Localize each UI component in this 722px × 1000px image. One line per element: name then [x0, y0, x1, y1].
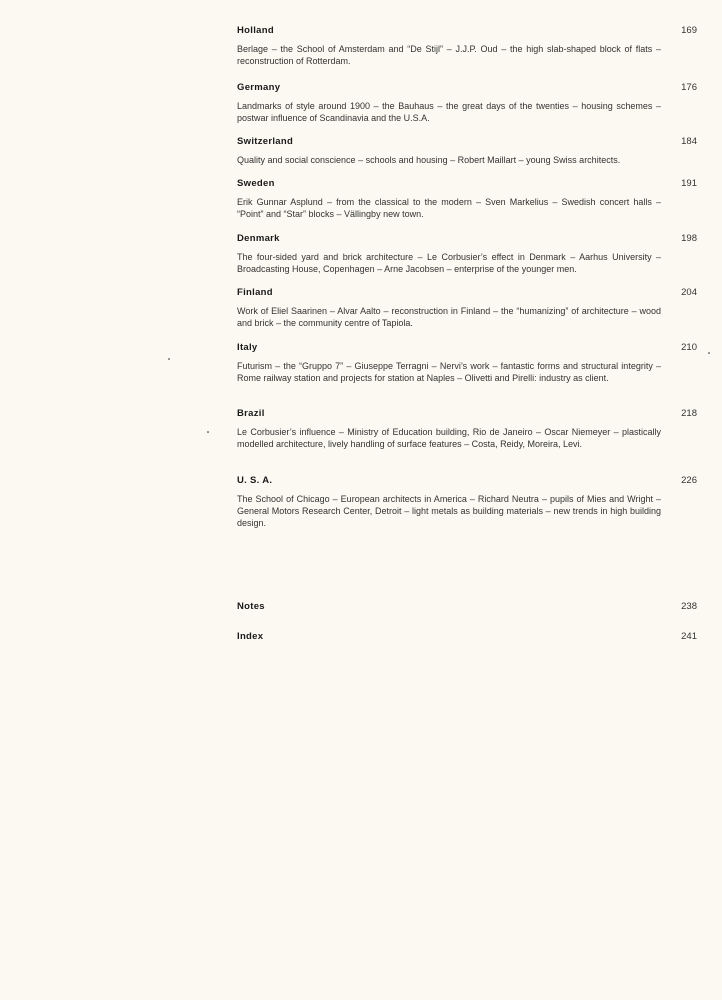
- toc-entry-index: [237, 631, 697, 643]
- toc-entry-italy: [237, 342, 697, 384]
- toc-entry-germany: [237, 82, 697, 124]
- entry-description: The four-sided yard and brick architecture – Le Corbusier’s effect in Denmark – Aarhus University – Broadcasting House, Copenhagen – Arne Jacobsen – enterprise of the younger men.: [237, 252, 661, 275]
- entry-page-number: 226: [681, 475, 697, 486]
- entry-page-number: 169: [681, 25, 697, 36]
- entry-page-number: 184: [681, 136, 697, 147]
- toc-entry-finland: [237, 287, 697, 329]
- toc-entry-switzerland: [237, 136, 697, 166]
- entry-title: Index: [237, 631, 264, 642]
- entry-title: Switzerland: [237, 136, 294, 147]
- entry-page-number: 176: [681, 82, 697, 93]
- entry-description: Erik Gunnar Asplund – from the classical to the modern – Sven Markelius – Swedish concert halls – “Point” and “Star” blocks – Vällingby new town.: [237, 197, 661, 220]
- entry-page-number: 191: [681, 178, 697, 189]
- entry-title: Brazil: [237, 408, 265, 419]
- paper-speck: [708, 352, 710, 354]
- entry-page-number: 198: [681, 233, 697, 244]
- toc-entry-brazil: [237, 408, 697, 450]
- entry-title: Sweden: [237, 178, 275, 189]
- entry-title: Notes: [237, 601, 265, 612]
- entry-title: Denmark: [237, 233, 280, 244]
- entry-title: Finland: [237, 287, 273, 298]
- entry-page-number: 218: [681, 408, 697, 419]
- entry-page-number: 238: [681, 601, 697, 612]
- toc-entry-sweden: [237, 178, 697, 220]
- entry-description: Landmarks of style around 1900 – the Bauhaus – the great days of the twenties – housing schemes – postwar influence of Scandinavia and the U.S.A.: [237, 101, 661, 124]
- entry-title: Germany: [237, 82, 281, 93]
- toc-entry-denmark: [237, 233, 697, 275]
- entry-page-number: 204: [681, 287, 697, 298]
- entry-description: Quality and social conscience – schools and housing – Robert Maillart – young Swiss architects.: [237, 155, 621, 165]
- entry-title: Italy: [237, 342, 258, 353]
- toc-entry-usa: [237, 475, 697, 530]
- entry-description: Berlage – the School of Amsterdam and “De Stijl” – J.J.P. Oud – the high slab-shaped block of flats – reconstruction of Rotterdam.: [237, 44, 661, 67]
- entry-page-number: 241: [681, 631, 697, 642]
- entry-description: Le Corbusier’s influence – Ministry of Education building, Rio de Janeiro – Oscar Niemeyer – plastically modelled architecture, lively handling of surface features – Costa, Reidy, Moreira, Levi.: [237, 427, 661, 450]
- entry-description: Work of Eliel Saarinen – Alvar Aalto – reconstruction in Finland – the “humanizing” of architecture – wood and brick – the community centre of Tapiola.: [237, 306, 661, 329]
- entry-title: U. S. A.: [237, 475, 273, 486]
- entry-page-number: 210: [681, 342, 697, 353]
- entry-description: Futurism – the “Gruppo 7” – Giuseppe Terragni – Nervi’s work – fantastic forms and structural integrity – Rome railway station and projects for station at Naples – Olivetti and Pirelli: industry as client.: [237, 361, 661, 384]
- entry-title: Holland: [237, 25, 274, 36]
- entry-description: The School of Chicago – European architects in America – Richard Neutra – pupils of Mies and Wright – General Motors Research Center, Detroit – light metals as building materials – new trends in high building design.: [237, 494, 661, 529]
- paper-speck: [207, 431, 209, 433]
- paper-speck: [168, 358, 170, 360]
- toc-entry-notes: [237, 601, 697, 613]
- toc-entry-holland: [237, 25, 697, 67]
